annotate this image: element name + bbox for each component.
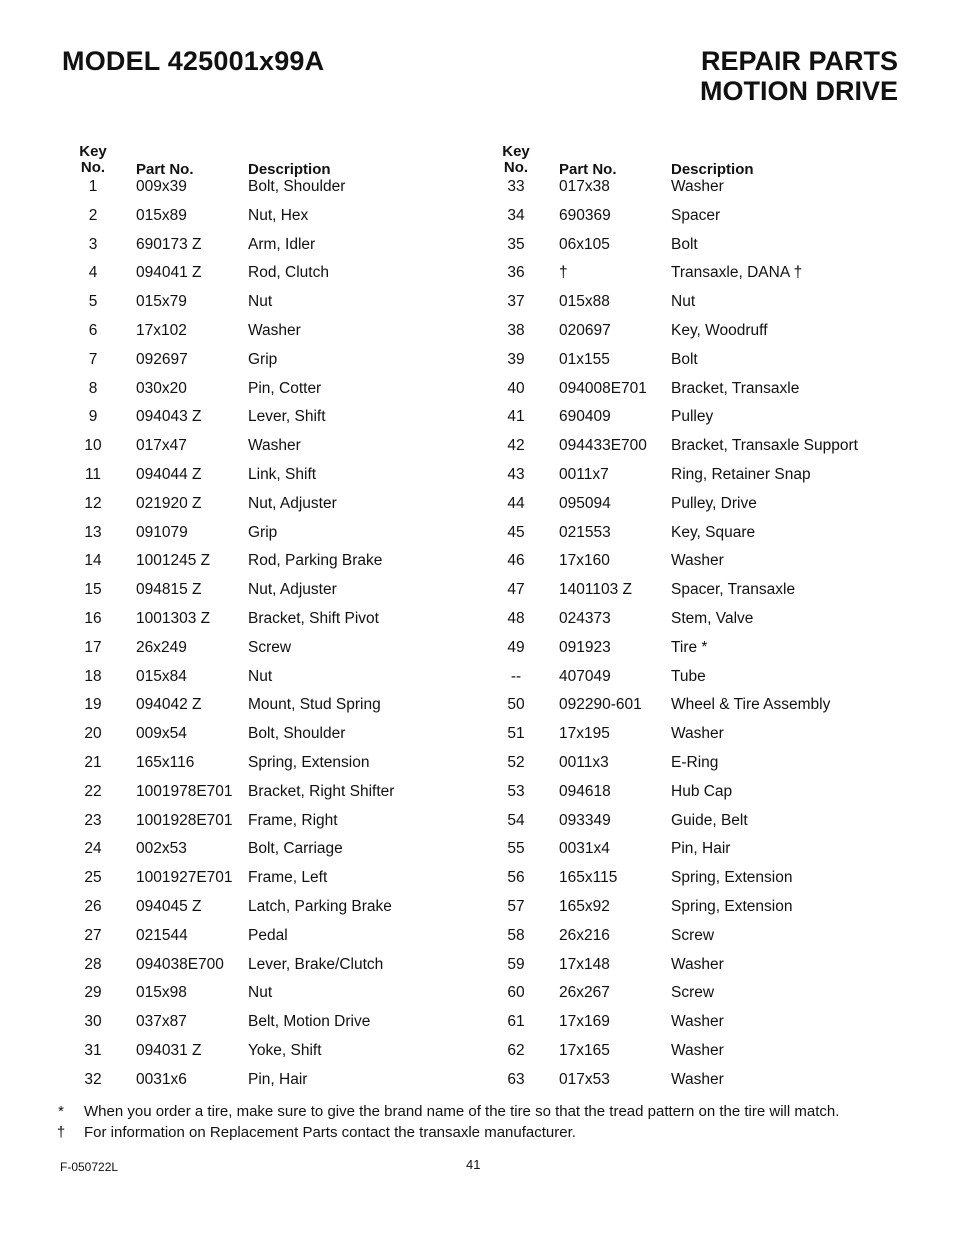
key-no-cell: 24 <box>84 840 102 858</box>
description-cell: Pedal <box>248 926 288 944</box>
description-cell: Bolt <box>671 235 698 253</box>
description-cell: Screw <box>671 984 715 1002</box>
description-cell: Link, Shift <box>248 465 317 483</box>
description-cell: Washer <box>671 955 724 973</box>
table-row <box>62 725 472 754</box>
description-cell: Nut <box>671 293 696 311</box>
description-cell: Pulley <box>671 408 714 426</box>
description-cell: Wheel & Tire Assembly <box>671 696 831 714</box>
part-no-cell: 092290-601 <box>559 696 642 714</box>
part-no-cell: 017x38 <box>559 178 610 195</box>
part-no-cell: 030x20 <box>136 379 187 397</box>
description-cell: Nut, Adjuster <box>248 494 337 512</box>
part-no-cell: 021544 <box>136 926 188 944</box>
key-no-cell: 60 <box>507 984 525 1002</box>
part-no-cell: 17x148 <box>559 955 610 973</box>
key-no-cell: 53 <box>507 782 525 800</box>
table-row <box>485 322 905 351</box>
table-row <box>62 898 472 927</box>
table-row <box>485 552 905 581</box>
description-cell: Arm, Idler <box>248 235 316 253</box>
table-row <box>485 610 905 639</box>
key-no-cell: 44 <box>507 494 525 512</box>
key-no-cell: 39 <box>507 350 525 368</box>
table-row <box>485 783 905 812</box>
table-row <box>485 754 905 783</box>
key-no-cell: 11 <box>84 465 102 483</box>
key-no-cell: 48 <box>507 609 525 627</box>
part-no-cell: 017x53 <box>559 1070 610 1088</box>
description-cell: Guide, Belt <box>671 811 748 829</box>
key-no-cell: 27 <box>84 926 102 944</box>
part-no-cell: 0031x4 <box>559 840 610 858</box>
key-no-cell: 12 <box>84 494 102 512</box>
part-no-cell: 26x249 <box>136 638 187 656</box>
key-no-cell: 18 <box>84 667 102 685</box>
table-row <box>485 178 905 207</box>
table-row <box>485 408 905 437</box>
part-no-cell: 002x53 <box>136 840 187 858</box>
part-no-cell: 095094 <box>559 494 611 512</box>
part-no-cell: 407049 <box>559 667 611 685</box>
table-row <box>62 840 472 869</box>
key-no-cell: 15 <box>84 581 102 599</box>
description-cell: Tube <box>671 667 706 685</box>
part-no-cell: 690369 <box>559 206 611 224</box>
table-row <box>485 956 905 985</box>
table-row <box>485 725 905 754</box>
model-title: MODEL 425001x99A <box>62 46 325 76</box>
description-cell: Nut <box>248 984 273 1002</box>
table-row <box>62 783 472 812</box>
part-no-cell: 0031x6 <box>136 1070 187 1088</box>
key-no-cell: -- <box>510 667 522 685</box>
key-no-cell: 3 <box>88 235 98 253</box>
key-no-cell: 41 <box>507 408 525 426</box>
description-cell: Lever, Shift <box>248 408 326 426</box>
description-cell: Rod, Parking Brake <box>248 552 383 570</box>
key-no-header: Key No. <box>79 143 107 176</box>
key-no-cell: 5 <box>88 293 98 311</box>
part-no-header: Part No. <box>559 161 617 178</box>
table-row <box>62 495 472 524</box>
description-cell: Spring, Extension <box>248 753 370 771</box>
part-no-cell: 165x116 <box>136 753 195 771</box>
key-no-cell: 62 <box>507 1041 525 1059</box>
part-no-cell: 017x47 <box>136 437 187 455</box>
part-no-cell: 165x92 <box>559 897 610 915</box>
key-no-cell: 9 <box>88 408 98 426</box>
part-no-cell: 091923 <box>559 638 611 656</box>
key-no-cell: 33 <box>507 178 525 195</box>
table-row <box>62 322 472 351</box>
part-no-cell: 094433E700 <box>559 437 647 455</box>
table-row <box>62 610 472 639</box>
part-no-cell: 009x54 <box>136 725 187 743</box>
part-no-cell: 015x79 <box>136 293 187 311</box>
table-row <box>485 236 905 265</box>
key-no-cell: 8 <box>88 379 98 397</box>
part-no-cell: 024373 <box>559 609 611 627</box>
description-cell: Pin, Cotter <box>248 379 322 397</box>
table-row <box>485 840 905 869</box>
description-cell: Grip <box>248 350 278 368</box>
part-no-cell: 17x195 <box>559 725 610 743</box>
key-no-cell: 50 <box>507 696 525 714</box>
table-row <box>485 466 905 495</box>
description-cell: Pin, Hair <box>671 840 731 858</box>
description-cell: Bracket, Shift Pivot <box>248 609 379 627</box>
key-no-cell: 28 <box>84 955 102 973</box>
key-no-cell: 51 <box>507 725 525 743</box>
part-no-cell: 094031 Z <box>136 1041 202 1059</box>
table-row <box>62 466 472 495</box>
part-no-cell: 17x165 <box>559 1041 610 1059</box>
description-cell: Nut <box>248 667 273 685</box>
part-no-cell: 094045 Z <box>136 897 202 915</box>
key-no-cell: 26 <box>84 897 102 915</box>
key-no-cell: 34 <box>507 206 525 224</box>
part-no-cell: 165x115 <box>559 869 618 887</box>
table-row <box>62 1042 472 1071</box>
description-cell: Washer <box>671 178 724 195</box>
footnote-text: When you order a tire, make sure to give the brand name of the tire so that the tread pattern on the tire will match. <box>84 1103 840 1120</box>
part-no-cell: 092697 <box>136 350 188 368</box>
table-row <box>485 668 905 697</box>
part-no-cell: 021920 Z <box>136 494 202 512</box>
table-header <box>62 144 472 178</box>
table-row <box>485 639 905 668</box>
section-title <box>700 46 898 106</box>
key-no-cell: 21 <box>84 753 102 771</box>
key-no-cell: 17 <box>84 638 102 656</box>
description-cell: Latch, Parking Brake <box>248 897 392 915</box>
table-row <box>62 696 472 725</box>
part-no-cell: 094043 Z <box>136 408 202 426</box>
part-no-cell: 17x160 <box>559 552 610 570</box>
description-cell: Washer <box>248 437 301 455</box>
table-row <box>485 293 905 322</box>
table-row <box>485 264 905 293</box>
part-no-cell: 1001927E701 <box>136 869 233 887</box>
table-body-left <box>62 178 472 1100</box>
table-row <box>485 380 905 409</box>
table-row <box>485 869 905 898</box>
key-no-cell: 61 <box>507 1013 525 1031</box>
key-no-cell: 10 <box>84 437 102 455</box>
key-no-cell: 14 <box>84 552 102 570</box>
part-no-cell: † <box>559 264 568 282</box>
table-body-right <box>485 178 905 1100</box>
part-no-cell: 094618 <box>559 782 611 800</box>
table-row <box>485 927 905 956</box>
part-no-cell: 690409 <box>559 408 611 426</box>
key-no-cell: 23 <box>84 811 102 829</box>
description-cell: Hub Cap <box>671 782 733 800</box>
asterisk-symbol: * <box>58 1103 64 1120</box>
key-no-cell: 35 <box>507 235 525 253</box>
part-no-cell: 021553 <box>559 523 611 541</box>
part-no-cell: 26x267 <box>559 984 610 1002</box>
description-cell: Spring, Extension <box>671 869 793 887</box>
key-no-cell: 20 <box>84 725 102 743</box>
description-cell: Lever, Brake/Clutch <box>248 955 384 973</box>
key-no-cell: 59 <box>507 955 525 973</box>
table-row <box>62 1071 472 1100</box>
description-cell: Mount, Stud Spring <box>248 696 381 714</box>
key-no-cell: 56 <box>507 869 525 887</box>
description-cell: Stem, Valve <box>671 609 754 627</box>
description-cell: Washer <box>248 321 301 339</box>
table-row <box>62 236 472 265</box>
description-cell: Nut, Adjuster <box>248 581 337 599</box>
description-cell: Rod, Clutch <box>248 264 329 282</box>
description-cell: Key, Woodruff <box>671 321 768 339</box>
description-cell: E-Ring <box>671 753 719 771</box>
part-no-cell: 093349 <box>559 811 611 829</box>
key-no-cell: 1 <box>88 178 98 195</box>
table-row <box>62 1013 472 1042</box>
key-no-cell: 31 <box>84 1041 102 1059</box>
table-row <box>62 351 472 380</box>
table-row <box>485 696 905 725</box>
part-no-cell: 015x88 <box>559 293 610 311</box>
part-no-cell: 094815 Z <box>136 581 202 599</box>
part-no-cell: 1001303 Z <box>136 609 211 627</box>
table-row <box>62 264 472 293</box>
table-row <box>62 668 472 697</box>
key-no-cell: 22 <box>84 782 102 800</box>
part-no-cell: 015x98 <box>136 984 187 1002</box>
key-no-cell: 4 <box>88 264 98 282</box>
part-no-cell: 094041 Z <box>136 264 202 282</box>
key-no-cell: 49 <box>507 638 525 656</box>
key-no-header: Key No. <box>502 143 530 176</box>
key-no-cell: 2 <box>88 206 98 224</box>
description-cell: Bracket, Right Shifter <box>248 782 395 800</box>
table-row <box>485 581 905 610</box>
table-row <box>485 984 905 1013</box>
part-no-cell: 094044 Z <box>136 465 202 483</box>
part-no-cell: 094008E701 <box>559 379 647 397</box>
key-no-cell: 38 <box>507 321 525 339</box>
table-row <box>62 437 472 466</box>
description-cell: Frame, Left <box>248 869 328 887</box>
key-no-cell: 32 <box>84 1070 102 1088</box>
key-no-cell: 37 <box>507 293 525 311</box>
key-no-cell: 45 <box>507 523 525 541</box>
table-row <box>62 869 472 898</box>
dagger-symbol: † <box>56 1124 66 1141</box>
part-no-cell: 1001245 Z <box>136 552 211 570</box>
part-no-cell: 009x39 <box>136 178 187 195</box>
table-row <box>485 524 905 553</box>
part-no-cell: 01x155 <box>559 350 610 368</box>
key-no-cell: 16 <box>84 609 102 627</box>
table-row <box>485 812 905 841</box>
key-no-cell: 36 <box>507 264 525 282</box>
description-cell: Transaxle, DANA † <box>671 264 803 282</box>
table-row <box>485 1071 905 1100</box>
key-no-cell: 25 <box>84 869 102 887</box>
table-row <box>485 898 905 927</box>
table-row <box>62 984 472 1013</box>
table-header <box>485 144 905 178</box>
part-no-cell: 17x102 <box>136 321 187 339</box>
section-title-line2: MOTION DRIVE <box>699 76 898 106</box>
part-no-cell: 020697 <box>559 321 611 339</box>
section-title-line1: REPAIR PARTS <box>700 46 898 76</box>
page-number: 41 <box>466 1157 481 1172</box>
part-no-cell: 06x105 <box>559 235 610 253</box>
key-no-cell: 55 <box>507 840 525 858</box>
part-no-cell: 091079 <box>136 523 188 541</box>
parts-table-right <box>485 144 905 1100</box>
description-cell: Bracket, Transaxle <box>671 379 800 397</box>
part-no-cell: 1001978E701 <box>136 782 233 800</box>
description-cell: Washer <box>671 1041 724 1059</box>
part-no-cell: 037x87 <box>136 1013 187 1031</box>
table-row <box>485 437 905 466</box>
table-row <box>62 639 472 668</box>
description-cell: Washer <box>671 1070 724 1088</box>
document-code: F-050722L <box>60 1160 119 1174</box>
part-no-cell: 0011x7 <box>559 465 609 483</box>
description-cell: Belt, Motion Drive <box>248 1013 371 1031</box>
table-row <box>62 524 472 553</box>
table-row <box>62 207 472 236</box>
key-no-cell: 6 <box>88 321 98 339</box>
description-cell: Bolt, Shoulder <box>248 178 346 195</box>
key-no-cell: 47 <box>507 581 525 599</box>
key-no-cell: 43 <box>507 465 525 483</box>
parts-table-left <box>62 144 472 1100</box>
table-row <box>485 1013 905 1042</box>
description-header: Description <box>671 161 754 178</box>
key-no-cell: 52 <box>507 753 525 771</box>
description-cell: Bolt <box>671 350 698 368</box>
table-row <box>485 351 905 380</box>
description-cell: Bracket, Transaxle Support <box>671 437 858 455</box>
description-cell: Nut, Hex <box>248 206 309 224</box>
description-cell: Screw <box>671 926 715 944</box>
table-row <box>62 552 472 581</box>
key-no-cell: 58 <box>507 926 525 944</box>
table-row <box>62 380 472 409</box>
description-cell: Spacer <box>671 206 721 224</box>
part-no-cell: 015x89 <box>136 206 187 224</box>
description-header: Description <box>248 161 331 178</box>
table-row <box>62 754 472 783</box>
table-row <box>62 581 472 610</box>
part-no-cell: 015x84 <box>136 667 187 685</box>
table-row <box>485 1042 905 1071</box>
description-cell: Spring, Extension <box>671 897 793 915</box>
description-cell: Spacer, Transaxle <box>671 581 796 599</box>
part-no-cell: 690173 Z <box>136 235 202 253</box>
key-no-cell: 19 <box>84 696 102 714</box>
table-row <box>62 812 472 841</box>
description-cell: Ring, Retainer Snap <box>671 465 811 483</box>
part-no-cell: 17x169 <box>559 1013 610 1031</box>
key-no-cell: 40 <box>507 379 525 397</box>
part-no-cell: 0011x3 <box>559 753 609 771</box>
description-cell: Washer <box>671 725 724 743</box>
description-cell: Washer <box>671 552 724 570</box>
description-cell: Key, Square <box>671 523 756 541</box>
key-no-cell: 7 <box>88 350 98 368</box>
part-no-cell: 1001928E701 <box>136 811 233 829</box>
footnote-text: For information on Replacement Parts contact the transaxle manufacturer. <box>84 1124 576 1141</box>
key-no-cell: 63 <box>507 1070 525 1088</box>
table-row <box>62 293 472 322</box>
description-cell: Yoke, Shift <box>248 1041 322 1059</box>
description-cell: Screw <box>248 638 292 656</box>
description-cell: Frame, Right <box>248 811 338 829</box>
table-row <box>62 927 472 956</box>
description-cell: Bolt, Carriage <box>248 840 343 858</box>
table-row <box>485 207 905 236</box>
table-row <box>62 408 472 437</box>
description-cell: Nut <box>248 293 273 311</box>
key-no-cell: 30 <box>84 1013 102 1031</box>
description-cell: Tire * <box>671 638 708 656</box>
key-no-cell: 42 <box>507 437 525 455</box>
key-no-cell: 46 <box>507 552 525 570</box>
key-no-cell: 54 <box>507 811 525 829</box>
key-no-cell: 29 <box>84 984 102 1002</box>
part-no-cell: 094038E700 <box>136 955 224 973</box>
part-no-cell: 094042 Z <box>136 696 202 714</box>
part-no-cell: 1401103 Z <box>559 581 632 599</box>
key-no-cell: 13 <box>84 523 102 541</box>
description-cell: Bolt, Shoulder <box>248 725 346 743</box>
table-row <box>62 178 472 207</box>
description-cell: Washer <box>671 1013 724 1031</box>
table-row <box>62 956 472 985</box>
part-no-header: Part No. <box>136 161 194 178</box>
part-no-cell: 26x216 <box>559 926 610 944</box>
description-cell: Pulley, Drive <box>671 494 757 512</box>
description-cell: Pin, Hair <box>248 1070 308 1088</box>
key-no-cell: 57 <box>507 897 525 915</box>
table-row <box>485 495 905 524</box>
description-cell: Grip <box>248 523 278 541</box>
